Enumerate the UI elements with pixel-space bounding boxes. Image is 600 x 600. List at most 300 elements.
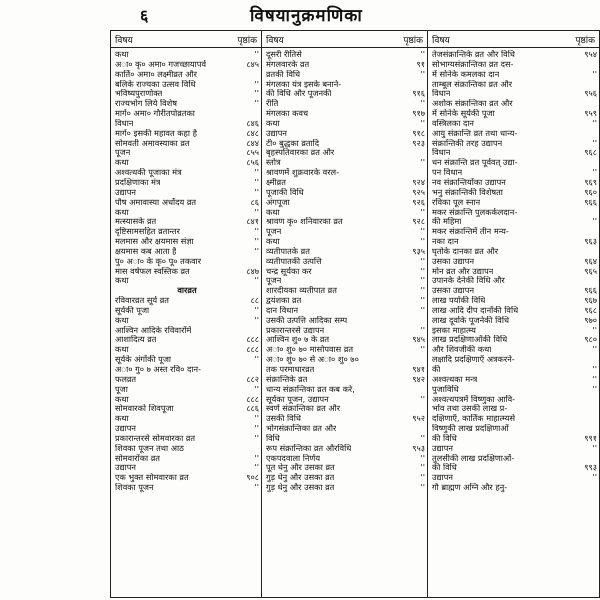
entry-page: '' — [420, 255, 425, 266]
entry-subject: दान विधान — [266, 305, 298, 315]
index-entry — [115, 276, 259, 286]
entry-page: ८५६ — [246, 157, 259, 168]
index-entry — [115, 355, 259, 365]
index-entry — [266, 483, 425, 493]
index-entry — [266, 60, 425, 70]
index-entry — [266, 247, 425, 257]
index-table — [110, 30, 600, 598]
entry-subject: मंगलवारके व्रत — [266, 59, 310, 69]
entry-page: '' — [254, 49, 259, 59]
index-entry — [266, 316, 425, 326]
index-entry — [432, 306, 597, 316]
entry-subject: कथा — [266, 118, 280, 128]
index-entry — [432, 385, 597, 395]
entry-page: ९२३ — [412, 137, 425, 148]
entry-subject: पूत धेनु और उसका व्रत — [266, 463, 335, 473]
index-entry — [266, 424, 425, 434]
entry-subject: शारदीयका व्यतीपात व्रत — [266, 286, 337, 296]
index-entry — [432, 168, 597, 178]
index-entry — [266, 306, 425, 316]
entry-page: ९५३ — [412, 442, 425, 453]
entry-page: '' — [254, 423, 259, 434]
entry-page: ८८८ — [246, 334, 259, 345]
index-entry — [432, 316, 597, 326]
entry-page: '' — [420, 98, 425, 109]
entry-page: ९६९ — [584, 176, 597, 187]
entry-page: ९४२ — [412, 373, 425, 384]
entry-subject: मोन व्रत और उद्यापन — [432, 266, 494, 276]
entry-page: ९६० — [584, 186, 597, 197]
entry-page: '' — [592, 68, 597, 79]
entry-subject: व्यतीपातकी उत्पत्ति — [266, 256, 322, 266]
index-rows — [428, 48, 599, 493]
entry-subject: अश्वत्थकी पूजाका मंत्र — [115, 168, 182, 178]
entry-page: ९४५ — [412, 334, 425, 345]
index-entry — [115, 483, 259, 493]
entry-subject: कथा — [115, 276, 129, 286]
index-entry — [115, 168, 259, 178]
entry-page: ८८८ — [246, 393, 259, 404]
column-header — [428, 31, 599, 48]
entry-page: '' — [592, 383, 597, 394]
entry-subject: बलिके राज्यका उत्सव विधि — [115, 79, 196, 89]
entry-subject: उद्यापन — [115, 187, 136, 197]
entry-subject: उसकी विधि — [266, 414, 301, 424]
entry-page: '' — [420, 226, 425, 237]
index-column-2 — [261, 31, 427, 597]
entry-subject: मास वर्षफल स्वस्तिक व्रत — [115, 266, 190, 276]
index-entry — [115, 404, 259, 414]
index-entry — [266, 148, 425, 158]
index-entry — [115, 198, 259, 208]
entry-page: ९२६ — [412, 196, 425, 207]
entry-page: '' — [254, 314, 259, 325]
index-entry — [432, 473, 597, 483]
entry-page: ९४१ — [412, 364, 425, 374]
entry-page: '' — [254, 167, 259, 178]
entry-subject: अश्वत्थका मन्त्र — [432, 374, 478, 384]
entry-page: '' — [254, 275, 259, 286]
entry-subject: उसका उद्यापन — [432, 256, 474, 266]
index-entry — [266, 217, 425, 227]
index-entry — [432, 208, 597, 218]
header-subject: विषय — [115, 35, 133, 46]
entry-subject: विधान — [432, 148, 451, 158]
entry-subject: लाख आदि दीप दानोंकी विधि — [432, 305, 519, 315]
index-entry — [432, 148, 597, 158]
index-entry — [115, 188, 259, 198]
index-entry — [266, 444, 425, 454]
entry-subject: विधान — [432, 89, 451, 99]
entry-subject: दक्षिणाएँ, कार्तिक माहात्म्यसे — [432, 414, 516, 424]
entry-subject: गुड़ धेनु और उसका व्रत — [266, 483, 335, 493]
entry-subject: चन्द्र सूर्यका कर — [266, 266, 312, 276]
entry-subject: स्तोत्र — [266, 158, 281, 168]
entry-subject: अा० गु० ७ अस्त रवि० दान- — [115, 365, 201, 374]
entry-page: '' — [592, 216, 597, 227]
entry-subject: प्रदक्षिणाका मंत्र — [115, 177, 161, 187]
index-entry — [115, 463, 259, 473]
entry-subject: की विधि और पूजनकी — [266, 89, 332, 99]
index-entry — [432, 237, 597, 247]
entry-subject: राज्यभोग लिये विशेष — [115, 99, 177, 109]
entry-page: '' — [254, 452, 259, 463]
index-entry — [266, 198, 425, 208]
entry-page: '' — [420, 49, 425, 59]
entry-subject: ताम्बूल संक्रान्तिका व्रत और — [432, 79, 513, 89]
index-entry — [432, 335, 597, 345]
entry-page: ९६६ — [584, 196, 597, 207]
entry-subject: द्वयंशका व्रत — [266, 296, 302, 306]
index-entry — [432, 434, 597, 444]
index-entry — [266, 80, 425, 90]
index-entry — [115, 158, 259, 168]
index-entry — [115, 217, 259, 227]
entry-subject: भोगसंक्रान्तिका व्रत और — [266, 424, 337, 434]
entry-subject: की महिमा — [432, 217, 462, 227]
entry-page: ९५२ — [412, 413, 425, 424]
entry-page: '' — [254, 383, 259, 394]
entry-subject: लक्षादि प्रदक्षिणाएँ अत्रकरने- — [432, 355, 515, 365]
entry-page: '' — [420, 117, 425, 128]
entry-page: '' — [254, 206, 259, 217]
index-entry — [115, 473, 259, 483]
entry-subject: लाख पर्याकी विधि — [432, 296, 486, 306]
index-entry — [432, 158, 597, 168]
index-entry — [266, 237, 425, 247]
index-entry — [266, 109, 425, 119]
entry-page: ८८२ — [246, 373, 259, 384]
page-title: विषयानुक्रमणिका — [250, 6, 363, 26]
index-entry — [266, 276, 425, 286]
entry-subject: पूजन — [266, 227, 282, 237]
index-entry — [266, 70, 425, 80]
entry-page: '' — [254, 176, 259, 187]
entry-subject: विधान — [115, 118, 134, 128]
index-entry — [115, 326, 259, 336]
entry-page: ९१६ — [412, 88, 425, 99]
entry-page: '' — [592, 344, 597, 355]
index-entry — [266, 99, 425, 109]
entry-page: '' — [420, 295, 425, 306]
page-header — [0, 0, 600, 30]
index-entry — [432, 89, 597, 99]
entry-page: '' — [254, 432, 259, 443]
entry-subject: वस्त्रिलका दान — [432, 118, 474, 128]
index-entry — [266, 208, 425, 218]
entry-page: ९६५ — [584, 265, 597, 276]
entry-page: ९६३ — [584, 236, 597, 247]
header-page: पृष्ठांक — [575, 35, 595, 46]
entry-subject: पूजन — [266, 276, 282, 286]
index-entry — [115, 148, 259, 158]
entry-page: ९७० — [584, 314, 597, 325]
index-entry — [432, 247, 597, 257]
entry-subject: मलमास और क्षयमास संज्ञा — [115, 237, 194, 247]
entry-page: '' — [420, 452, 425, 463]
entry-page: '' — [592, 117, 597, 128]
entry-page: '' — [420, 324, 425, 335]
index-entry — [266, 296, 425, 306]
index-entry — [115, 139, 259, 149]
entry-page: '' — [420, 265, 425, 276]
entry-subject: और शिवजीकी कथा — [432, 345, 492, 355]
entry-subject: प्रकारान्तरसे सोमवारका व्रत — [115, 433, 196, 443]
entry-subject: मंगलका कवच — [266, 109, 309, 119]
entry-subject: गुड़ धेनु और उसका व्रत — [266, 473, 335, 483]
entry-page: ९१८ — [412, 127, 425, 138]
index-entry — [432, 483, 597, 493]
entry-subject: की विधि — [432, 433, 457, 443]
entry-subject: पूजा — [115, 384, 128, 394]
index-entry — [266, 188, 425, 198]
index-entry — [115, 375, 259, 385]
index-entry — [115, 454, 259, 464]
entry-page: ८५५ — [246, 147, 259, 158]
index-entry — [266, 286, 425, 296]
entry-subject: इसका माहात्म्य — [432, 325, 476, 335]
entry-subject: विष्णुकी लाख प्रदक्षिणाओं — [432, 424, 509, 434]
index-entry — [266, 178, 425, 188]
entry-page: '' — [420, 206, 425, 217]
index-entry — [115, 424, 259, 434]
index-entry — [266, 414, 425, 424]
entry-page: ८४६ — [246, 117, 259, 128]
index-entry — [432, 109, 597, 119]
entry-subject: लाख दूर्वाके पूजनेकी विधि — [432, 315, 509, 325]
index-entry — [115, 247, 259, 257]
entry-page: ९९१ — [584, 432, 597, 443]
entry-subject: गौ ब्राह्मण अग्नि और हनु- — [432, 483, 508, 493]
entry-page: ९२४ — [412, 176, 425, 187]
entry-subject: र्भाव तथा उसकी लाख प्र- — [432, 404, 508, 414]
index-entry — [432, 139, 597, 149]
index-entry — [432, 257, 597, 267]
entry-page: '' — [592, 137, 597, 148]
index-entry — [266, 168, 425, 178]
entry-subject: पुजाविधि — [432, 384, 459, 394]
index-entry — [266, 355, 425, 365]
index-entry — [266, 119, 425, 129]
index-entry — [115, 444, 259, 454]
entry-page: ९६८ — [584, 147, 597, 158]
entry-subject: संक्रान्तिके व्रत — [266, 374, 308, 384]
index-entry — [266, 385, 425, 395]
index-entry — [266, 365, 425, 375]
index-entry — [266, 227, 425, 237]
entry-page: ८४४ — [246, 137, 259, 148]
index-entry — [266, 375, 425, 385]
index-entry — [115, 257, 259, 267]
index-entry — [115, 267, 259, 277]
entry-subject: मार्ग० अमा० गौरीतपोव्रतका — [115, 109, 195, 119]
index-entry — [432, 454, 597, 464]
index-entry — [432, 129, 597, 139]
index-entry — [266, 345, 425, 355]
index-entry — [432, 404, 597, 414]
entry-subject: मार्ग० इसकी महावत कहा है — [115, 128, 197, 138]
entry-subject: श्रावण कृ० शनिवारका व्रत — [266, 217, 343, 227]
entry-page: '' — [420, 275, 425, 286]
index-entry — [115, 306, 259, 316]
entry-page: '' — [420, 482, 425, 493]
entry-page: '' — [420, 432, 425, 443]
index-entry — [115, 414, 259, 424]
entry-subject: व्यतीपातके व्रत — [266, 246, 310, 256]
entry-page: '' — [254, 304, 259, 315]
entry-subject: रविवारव्रत सूर्य व्रत — [115, 296, 169, 306]
index-entry — [266, 267, 425, 277]
entry-page: '' — [420, 393, 425, 404]
index-entry — [432, 119, 597, 129]
entry-subject: एक भुक्त सोमवारका व्रत — [115, 473, 189, 483]
entry-subject: कथा — [266, 207, 280, 217]
index-entry — [115, 316, 259, 326]
index-entry — [432, 463, 597, 473]
entry-subject: सोमवारको शिवपूजा — [115, 404, 174, 414]
index-entry — [432, 227, 597, 237]
entry-subject: विधि — [266, 433, 280, 443]
entry-page: ९८० — [584, 334, 597, 345]
index-entry — [432, 188, 597, 198]
entry-page — [580, 395, 597, 405]
entry-subject: पु० अा० के कृ० पू० तकवार — [115, 256, 202, 266]
index-entry — [266, 404, 425, 414]
index-entry — [115, 70, 259, 80]
index-entry — [266, 395, 425, 405]
index-entry — [115, 89, 259, 99]
entry-subject: की विधि — [432, 463, 457, 473]
entry-page: ९३५ — [412, 245, 425, 256]
index-entry — [432, 395, 597, 405]
index-entry — [115, 227, 259, 237]
index-entry — [432, 286, 597, 296]
entry-page: '' — [254, 413, 259, 424]
entry-page: '' — [254, 98, 259, 109]
entry-page: ९५६ — [584, 88, 597, 99]
entry-subject: मत्स्यासके व्रत — [115, 217, 157, 227]
entry-page: '' — [420, 462, 425, 473]
index-entry — [115, 109, 259, 119]
index-entry — [115, 385, 259, 395]
index-entry — [266, 50, 425, 60]
section-heading — [115, 286, 259, 296]
entry-subject: कथा — [115, 50, 129, 59]
index-entry — [432, 355, 597, 365]
entry-page: ९६४ — [584, 255, 597, 266]
index-entry — [432, 198, 597, 208]
entry-subject: उद्यापन — [266, 128, 287, 138]
index-entry — [266, 139, 425, 149]
entry-subject: अश्वत्थपत्रमें विष्णुका आवि- — [432, 394, 516, 404]
entry-subject: क्ष्मीव्रत — [266, 177, 286, 187]
entry-page: ९१ — [416, 58, 425, 69]
entry-subject: बृहस्पतिवारका व्रत और — [266, 148, 335, 158]
entry-page: ९२५ — [412, 186, 425, 197]
entry-subject: सूर्यका पूजन, उद्यापन — [266, 394, 329, 404]
entry-page: ८४८ — [246, 127, 259, 138]
column-header — [111, 31, 261, 48]
entry-subject: शिवका पूजन — [115, 483, 154, 493]
entry-subject: प्रकारान्तरसे उद्यापन — [266, 325, 325, 335]
entry-subject: फलव्रत — [115, 374, 137, 384]
entry-subject: सोभाग्यसंक्रान्तिका व्रत दस- — [432, 59, 514, 69]
entry-subject: रीति — [266, 99, 279, 109]
index-rows — [111, 48, 261, 493]
entry-subject: अंगपूजा — [266, 197, 290, 207]
entry-subject: की — [432, 365, 441, 374]
entry-subject: आश्विन आदिके रविवारोंमें — [115, 325, 192, 335]
entry-subject: संक्रान्तिकी तरह उद्यापन — [432, 138, 503, 148]
entry-subject: में सोनेके कमलका दान — [432, 69, 500, 79]
index-entry — [266, 89, 425, 99]
index-entry — [266, 463, 425, 473]
index-entry — [432, 296, 597, 306]
index-column-1 — [111, 31, 261, 597]
entry-subject: स्वर्ण संक्रान्तिका व्रत और — [266, 404, 341, 414]
entry-subject: कथा — [266, 237, 280, 247]
index-entry — [432, 50, 597, 60]
entry-page: ९६७ — [584, 295, 597, 306]
index-entry — [266, 326, 425, 336]
entry-page: ८६ — [250, 196, 259, 207]
entry-page — [580, 483, 597, 493]
entry-page: '' — [420, 472, 425, 483]
entry-subject: कथा — [115, 315, 129, 325]
column-header — [262, 31, 427, 48]
entry-subject: दूसरी रीतिसे — [266, 50, 302, 59]
entry-page: '' — [420, 344, 425, 355]
entry-subject: एकपदवाला निर्णय — [266, 453, 321, 463]
index-entry — [115, 80, 259, 90]
index-entry — [266, 473, 425, 483]
entry-page: ९०८ — [246, 472, 259, 483]
entry-subject: उद्यापन — [115, 463, 136, 473]
header-page: पृष्ठांक — [403, 35, 423, 46]
entry-subject: नका दान — [432, 237, 459, 247]
index-entry — [266, 257, 425, 267]
entry-subject: कथा — [115, 394, 129, 404]
entry-subject: सूर्यकी पूजा — [115, 305, 150, 315]
index-entry — [115, 60, 259, 70]
entry-page: '' — [254, 354, 259, 365]
index-entry — [115, 178, 259, 188]
entry-page: '' — [592, 472, 597, 483]
entry-subject: क्षयमास कब आता है — [115, 246, 177, 256]
entry-page: '' — [254, 226, 259, 237]
index-entry — [115, 237, 259, 247]
entry-page: '' — [254, 462, 259, 473]
index-entry — [266, 454, 425, 464]
index-entry — [432, 99, 597, 109]
entry-page — [580, 414, 597, 424]
entry-subject: पन विधान — [432, 168, 463, 178]
entry-page: ९६६ — [584, 285, 597, 296]
index-entry — [115, 129, 259, 139]
index-entry — [432, 267, 597, 277]
entry-subject: रविका पूल स्नान — [432, 197, 481, 207]
index-entry — [432, 276, 597, 286]
index-entry — [432, 178, 597, 188]
entry-page: '' — [420, 236, 425, 247]
entry-subject: मंगलका यंत्र इसके बनाने- — [266, 79, 342, 89]
entry-subject: उद्यापन — [432, 443, 453, 453]
index-entry — [266, 434, 425, 444]
entry-page: '' — [592, 364, 597, 374]
entry-page: '' — [254, 245, 259, 256]
entry-subject: कथा — [115, 207, 129, 217]
entry-subject: उसकी उत्पत्ति आदिका सम्प — [266, 315, 348, 325]
